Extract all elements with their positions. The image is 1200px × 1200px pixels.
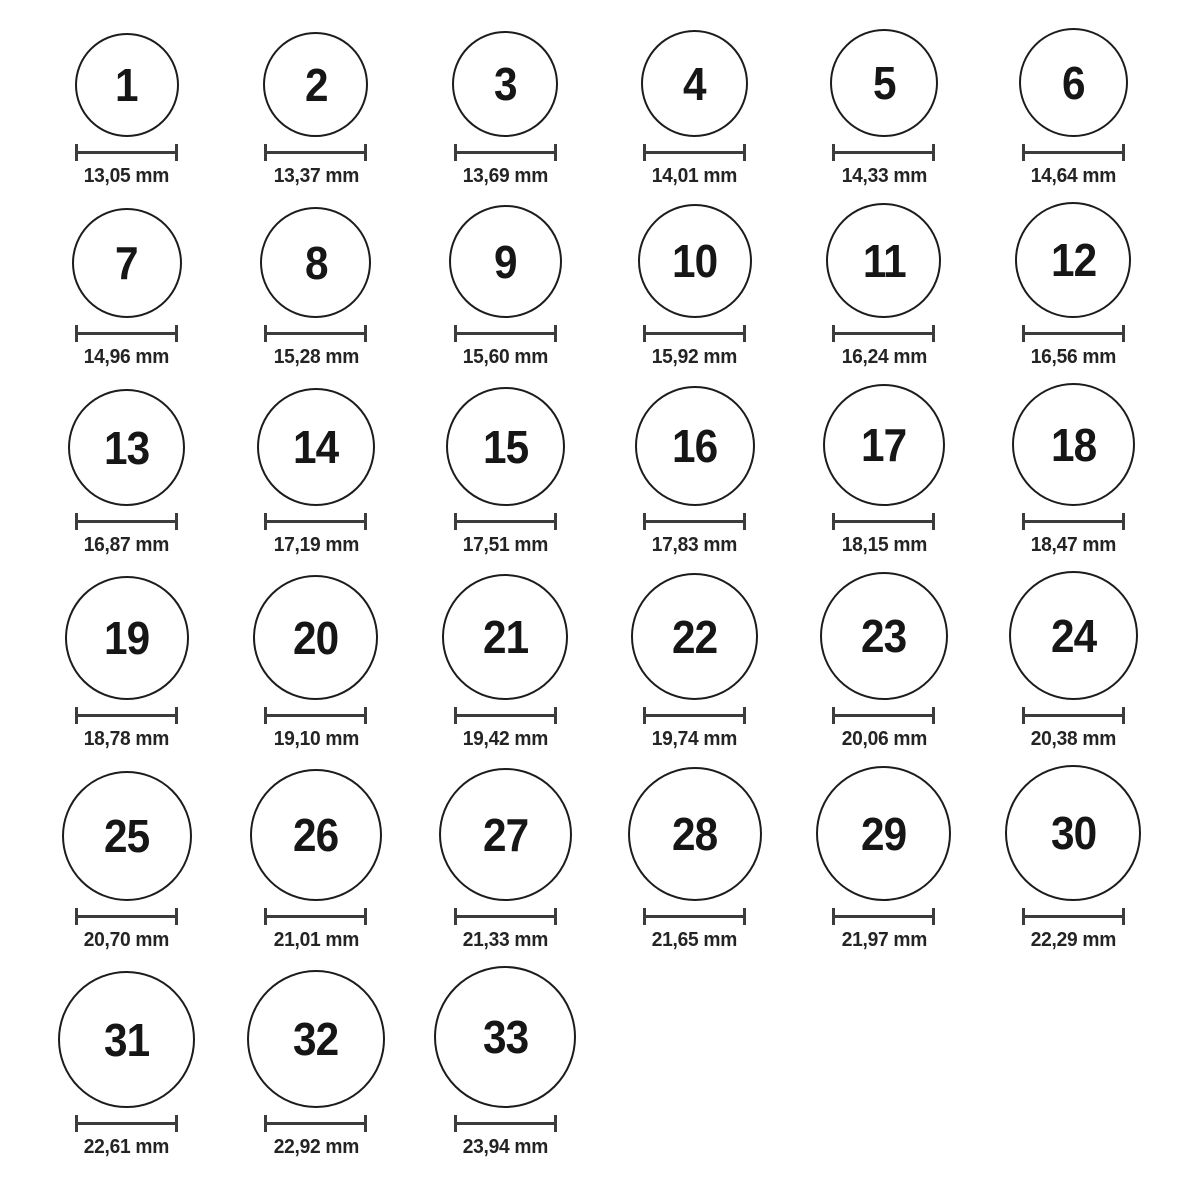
measure-bar <box>1025 332 1122 335</box>
measure-bar <box>1025 151 1122 154</box>
diameter-label: 14,01 mm <box>652 165 738 187</box>
measure-right-tick <box>364 707 367 724</box>
diameter-label: 23,94 mm <box>462 1136 548 1158</box>
measure-right-tick <box>932 144 935 161</box>
ring-size-cell <box>600 386 789 557</box>
diameter-label: 21,65 mm <box>652 929 738 951</box>
ring-circle <box>1009 571 1138 700</box>
ring-size-cell <box>600 767 789 952</box>
ring-size-number: 17 <box>861 419 907 471</box>
ring-circle <box>1019 28 1128 137</box>
measure-bar <box>835 520 932 523</box>
ring-size-cell <box>789 384 978 557</box>
measure-bar <box>457 1122 554 1125</box>
ring-size-cell <box>221 970 410 1159</box>
diameter-label: 22,29 mm <box>1030 929 1116 951</box>
ring-size-cell <box>411 31 600 188</box>
measure-right-tick <box>1122 144 1125 161</box>
ring-size-number: 10 <box>672 235 718 287</box>
ring-circle <box>631 573 758 700</box>
diameter-label: 21,01 mm <box>273 929 359 951</box>
ring-circle <box>247 970 385 1108</box>
ring-size-cell <box>979 571 1168 751</box>
measure-right-tick <box>554 325 557 342</box>
measure-right-tick <box>1122 325 1125 342</box>
diameter-measure-line <box>643 513 746 530</box>
ring-size-cell <box>32 971 221 1159</box>
ring-size-cell <box>411 205 600 369</box>
ring-circle <box>449 205 562 318</box>
diameter-label: 13,05 mm <box>84 165 170 187</box>
measure-bar <box>78 1122 175 1125</box>
measure-right-tick <box>364 144 367 161</box>
measure-bar <box>78 332 175 335</box>
diameter-label: 15,92 mm <box>652 346 738 368</box>
diameter-label: 20,06 mm <box>841 728 927 750</box>
ring-circle <box>628 767 762 901</box>
diameter-label: 19,74 mm <box>652 728 738 750</box>
measure-right-tick <box>743 908 746 925</box>
ring-circle <box>257 388 375 506</box>
diameter-measure-line <box>832 908 935 925</box>
measure-right-tick <box>364 325 367 342</box>
diameter-measure-line <box>454 707 557 724</box>
ring-circle <box>260 207 371 318</box>
diameter-measure-line <box>264 513 367 530</box>
diameter-measure-line <box>75 1115 178 1132</box>
diameter-measure-line <box>643 908 746 925</box>
ring-circle <box>1005 765 1141 901</box>
ring-size-cell <box>411 768 600 952</box>
ring-circle <box>442 574 568 700</box>
ring-size-cell <box>789 29 978 188</box>
ring-circle <box>641 30 748 137</box>
measure-right-tick <box>743 707 746 724</box>
ring-circle <box>820 572 948 700</box>
diameter-measure-line <box>1022 144 1125 161</box>
ring-size-number: 14 <box>293 421 339 473</box>
ring-size-cell <box>600 30 789 188</box>
measure-right-tick <box>1122 707 1125 724</box>
ring-circle <box>635 386 755 506</box>
measure-right-tick <box>743 144 746 161</box>
ring-size-number: 21 <box>482 611 528 663</box>
ring-size-number: 16 <box>672 420 718 472</box>
measure-right-tick <box>932 325 935 342</box>
measure-bar <box>835 915 932 918</box>
ring-size-number: 4 <box>683 57 706 110</box>
ring-size-cell <box>411 966 600 1159</box>
measure-bar <box>267 520 364 523</box>
measure-bar <box>835 332 932 335</box>
measure-bar <box>835 714 932 717</box>
ring-size-cell <box>32 33 221 188</box>
measure-bar <box>457 915 554 918</box>
ring-size-number: 19 <box>104 612 150 664</box>
measure-bar <box>1025 520 1122 523</box>
ring-size-number: 6 <box>1061 56 1085 109</box>
ring-circle <box>826 203 941 318</box>
ring-size-number: 26 <box>293 809 339 861</box>
diameter-measure-line <box>1022 707 1125 724</box>
ring-size-cell <box>221 769 410 952</box>
ring-circle <box>72 208 182 318</box>
ring-size-cell <box>789 572 978 751</box>
measure-bar <box>267 332 364 335</box>
measure-bar <box>646 520 743 523</box>
ring-size-number: 8 <box>304 236 328 289</box>
ring-size-cell <box>789 203 978 369</box>
ring-circle <box>638 204 752 318</box>
ring-circle <box>446 387 565 506</box>
diameter-label: 15,28 mm <box>273 346 359 368</box>
measure-right-tick <box>175 513 178 530</box>
diameter-label: 15,60 mm <box>462 346 548 368</box>
ring-size-cell <box>600 204 789 369</box>
diameter-measure-line <box>832 707 935 724</box>
diameter-measure-line <box>832 513 935 530</box>
ring-size-cell <box>789 766 978 952</box>
ring-circle <box>75 33 179 137</box>
ring-size-number: 1 <box>115 59 138 111</box>
ring-size-number: 7 <box>115 237 138 289</box>
ring-size-number: 18 <box>1050 418 1096 471</box>
diameter-measure-line <box>264 325 367 342</box>
measure-bar <box>457 332 554 335</box>
measure-bar <box>267 1122 364 1125</box>
diameter-label: 19,42 mm <box>462 728 548 750</box>
diameter-measure-line <box>264 908 367 925</box>
ring-size-number: 11 <box>862 234 906 287</box>
diameter-label: 22,92 mm <box>273 1136 359 1158</box>
ring-size-number: 28 <box>672 808 718 860</box>
measure-bar <box>1025 915 1122 918</box>
measure-bar <box>646 332 743 335</box>
ring-circle <box>65 576 189 700</box>
ring-size-cell <box>32 576 221 751</box>
diameter-label: 20,38 mm <box>1030 728 1116 750</box>
measure-right-tick <box>932 908 935 925</box>
diameter-measure-line <box>75 513 178 530</box>
diameter-measure-line <box>75 144 178 161</box>
ring-circle <box>68 389 185 506</box>
measure-right-tick <box>175 144 178 161</box>
ring-size-number: 22 <box>672 610 718 663</box>
ring-size-number: 12 <box>1050 234 1096 286</box>
measure-right-tick <box>554 908 557 925</box>
diameter-measure-line <box>454 908 557 925</box>
diameter-measure-line <box>643 325 746 342</box>
measure-bar <box>835 151 932 154</box>
ring-size-cell <box>221 207 410 369</box>
ring-size-number: 15 <box>482 420 528 473</box>
diameter-measure-line <box>454 325 557 342</box>
diameter-measure-line <box>643 707 746 724</box>
diameter-label: 14,33 mm <box>841 165 927 187</box>
ring-circle <box>816 766 951 901</box>
measure-bar <box>457 520 554 523</box>
ring-circle <box>823 384 945 506</box>
diameter-measure-line <box>643 144 746 161</box>
ring-size-cell <box>221 575 410 751</box>
ring-circle <box>58 971 195 1108</box>
diameter-measure-line <box>264 144 367 161</box>
ring-size-number: 33 <box>482 1011 528 1063</box>
measure-right-tick <box>364 513 367 530</box>
measure-bar <box>646 915 743 918</box>
diameter-label: 22,61 mm <box>84 1136 170 1158</box>
diameter-measure-line <box>264 707 367 724</box>
measure-bar <box>457 714 554 717</box>
diameter-measure-line <box>1022 908 1125 925</box>
ring-size-number: 30 <box>1050 807 1096 859</box>
ring-size-number: 25 <box>104 810 150 862</box>
ring-size-cell <box>411 387 600 557</box>
measure-right-tick <box>1122 513 1125 530</box>
diameter-label: 20,70 mm <box>84 929 170 951</box>
diameter-label: 16,56 mm <box>1030 346 1116 368</box>
measure-right-tick <box>554 513 557 530</box>
measure-bar <box>1025 714 1122 717</box>
diameter-measure-line <box>75 908 178 925</box>
diameter-measure-line <box>832 325 935 342</box>
diameter-label: 18,47 mm <box>1030 534 1116 556</box>
ring-size-number: 2 <box>304 58 328 111</box>
diameter-label: 18,15 mm <box>841 534 927 556</box>
diameter-measure-line <box>454 1115 557 1132</box>
measure-bar <box>78 714 175 717</box>
measure-right-tick <box>175 325 178 342</box>
ring-size-number: 27 <box>482 808 528 861</box>
measure-right-tick <box>743 325 746 342</box>
measure-bar <box>646 151 743 154</box>
measure-bar <box>78 520 175 523</box>
measure-bar <box>78 915 175 918</box>
ring-size-number: 13 <box>104 421 150 474</box>
measure-right-tick <box>1122 908 1125 925</box>
measure-bar <box>267 151 364 154</box>
measure-right-tick <box>364 908 367 925</box>
diameter-measure-line <box>1022 513 1125 530</box>
diameter-measure-line <box>454 144 557 161</box>
diameter-measure-line <box>75 707 178 724</box>
ring-size-cell <box>979 765 1168 952</box>
measure-right-tick <box>175 707 178 724</box>
measure-bar <box>78 151 175 154</box>
measure-right-tick <box>554 1115 557 1132</box>
measure-right-tick <box>554 144 557 161</box>
ring-circle <box>434 966 576 1108</box>
ring-circle <box>1012 383 1135 506</box>
diameter-label: 17,51 mm <box>462 534 548 556</box>
ring-size-cell <box>32 208 221 369</box>
diameter-label: 21,97 mm <box>841 929 927 951</box>
ring-size-number: 31 <box>104 1013 150 1066</box>
measure-right-tick <box>932 513 935 530</box>
ring-size-cell <box>600 573 789 751</box>
diameter-label: 16,24 mm <box>841 346 927 368</box>
measure-right-tick <box>364 1115 367 1132</box>
ring-size-cell <box>979 202 1168 369</box>
ring-size-cell <box>221 388 410 557</box>
measure-right-tick <box>554 707 557 724</box>
measure-bar <box>267 915 364 918</box>
measure-right-tick <box>175 908 178 925</box>
ring-circle <box>452 31 558 137</box>
diameter-label: 14,64 mm <box>1030 165 1116 187</box>
diameter-label: 16,87 mm <box>84 534 170 556</box>
ring-circle <box>253 575 378 700</box>
diameter-label: 19,10 mm <box>273 728 359 750</box>
diameter-measure-line <box>454 513 557 530</box>
diameter-label: 14,96 mm <box>84 346 170 368</box>
ring-circle <box>263 32 368 137</box>
ring-size-number: 20 <box>293 611 339 664</box>
measure-right-tick <box>175 1115 178 1132</box>
ring-size-number: 5 <box>872 57 896 109</box>
diameter-measure-line <box>1022 325 1125 342</box>
ring-size-number: 24 <box>1050 609 1096 662</box>
diameter-label: 13,37 mm <box>273 165 359 187</box>
diameter-label: 17,83 mm <box>652 534 738 556</box>
diameter-label: 21,33 mm <box>462 929 548 951</box>
ring-circle <box>1015 202 1131 318</box>
diameter-measure-line <box>264 1115 367 1132</box>
diameter-measure-line <box>75 325 178 342</box>
measure-bar <box>267 714 364 717</box>
ring-size-cell <box>32 771 221 952</box>
diameter-label: 18,78 mm <box>84 728 170 750</box>
diameter-measure-line <box>832 144 935 161</box>
ring-size-cell <box>411 574 600 751</box>
measure-right-tick <box>743 513 746 530</box>
ring-circle <box>830 29 938 137</box>
ring-size-number: 32 <box>293 1013 339 1065</box>
ring-size-cell <box>979 28 1168 188</box>
ring-circle <box>439 768 572 901</box>
ring-circle <box>250 769 382 901</box>
ring-size-number: 3 <box>493 58 517 110</box>
ring-circle <box>62 771 192 901</box>
ring-size-number: 9 <box>493 235 517 288</box>
ring-size-cell <box>32 389 221 557</box>
ring-size-cell <box>979 383 1168 557</box>
measure-bar <box>646 714 743 717</box>
measure-right-tick <box>932 707 935 724</box>
measure-bar <box>457 151 554 154</box>
ring-size-number: 23 <box>861 610 907 662</box>
ring-size-number: 29 <box>861 807 907 860</box>
diameter-label: 17,19 mm <box>273 534 359 556</box>
diameter-label: 13,69 mm <box>462 165 548 187</box>
ring-size-cell <box>221 32 410 188</box>
